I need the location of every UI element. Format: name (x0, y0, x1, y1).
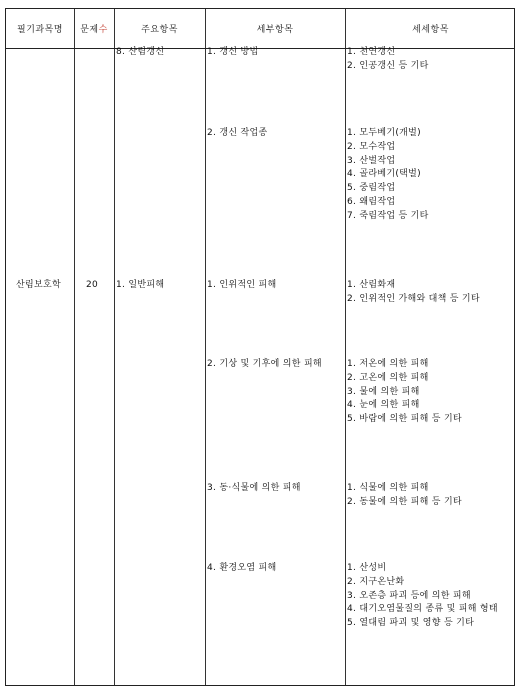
detail-item: 1. 저온에 의한 피해 (347, 359, 429, 369)
detail-list (347, 482, 462, 510)
sub-item: 2. 갱신 작업종 (207, 128, 268, 138)
header-sub-item: 세부항목 (256, 25, 294, 35)
subject-name: 산림보호학 (16, 280, 61, 290)
detail-list (347, 562, 498, 631)
detail-item: 3. 오존층 파괴 등에 의한 피해 (347, 590, 471, 601)
header-question-count (74, 9, 114, 48)
header-detail-item: 세세항목 (412, 25, 449, 35)
detail-item: 2. 모수작업 (347, 141, 396, 152)
detail-item: 5. 바람에 의한 피해 등 기타 (347, 414, 462, 425)
column-divider (114, 9, 115, 685)
detail-item: 7. 죽림작업 등 기타 (347, 210, 429, 221)
column-divider (345, 9, 346, 685)
detail-item: 3. 산벌작업 (347, 155, 396, 166)
sub-item: 4. 환경오염 피해 (207, 563, 277, 573)
sub-item: 1. 인위적인 피해 (207, 280, 277, 290)
detail-item: 1. 천연갱신 (347, 47, 396, 57)
main-item-general-damage: 1. 일반피해 (116, 280, 165, 290)
detail-item: 4. 눈에 의한 피해 (347, 400, 420, 411)
header-subject: 필기과목명 (17, 25, 63, 35)
detail-item: 3. 물에 의한 피해 (347, 386, 420, 397)
column-divider (74, 9, 75, 685)
detail-item: 6. 왜림작업 (347, 196, 396, 207)
detail-list (347, 279, 480, 307)
detail-item: 1. 산성비 (347, 563, 387, 573)
detail-item: 5. 중림작업 (347, 183, 396, 194)
detail-list (347, 358, 462, 427)
detail-item: 2. 동물에 의한 피해 등 기타 (347, 496, 462, 507)
question-count: 20 (86, 280, 99, 290)
header-main-item: 주요항목 (141, 25, 178, 35)
sub-item: 1. 갱신 방법 (207, 47, 259, 57)
detail-item: 1. 모두베기(개벌) (347, 128, 421, 138)
header-count-a: 문제 (80, 25, 99, 35)
syllabus-table (5, 8, 515, 686)
detail-item: 2. 고온에 의한 피해 (347, 372, 429, 383)
column-divider (205, 9, 206, 685)
sub-item: 2. 기상 및 기후에 의한 피해 (207, 359, 322, 369)
main-item-reforestation: 8. 산림갱신 (116, 47, 165, 57)
detail-item: 5. 열대림 파괴 및 영향 등 기타 (347, 618, 475, 629)
detail-item: 2. 인공갱신 등 기타 (347, 60, 429, 71)
header-divider (6, 48, 514, 49)
detail-item: 2. 인위적인 가해와 대책 등 기타 (347, 293, 480, 304)
detail-list (347, 46, 429, 74)
detail-list (347, 127, 429, 224)
detail-item: 4. 대기오염물질의 종류 및 피해 형태 (347, 604, 498, 615)
header-count-b: 수 (98, 25, 108, 35)
detail-item: 2. 지구온난화 (347, 576, 405, 587)
detail-item: 1. 산림화재 (347, 280, 396, 290)
sub-item: 3. 동·식물에 의한 피해 (207, 483, 301, 493)
detail-item: 4. 골라베기(택벌) (347, 169, 421, 180)
detail-item: 1. 식물에 의한 피해 (347, 483, 429, 493)
